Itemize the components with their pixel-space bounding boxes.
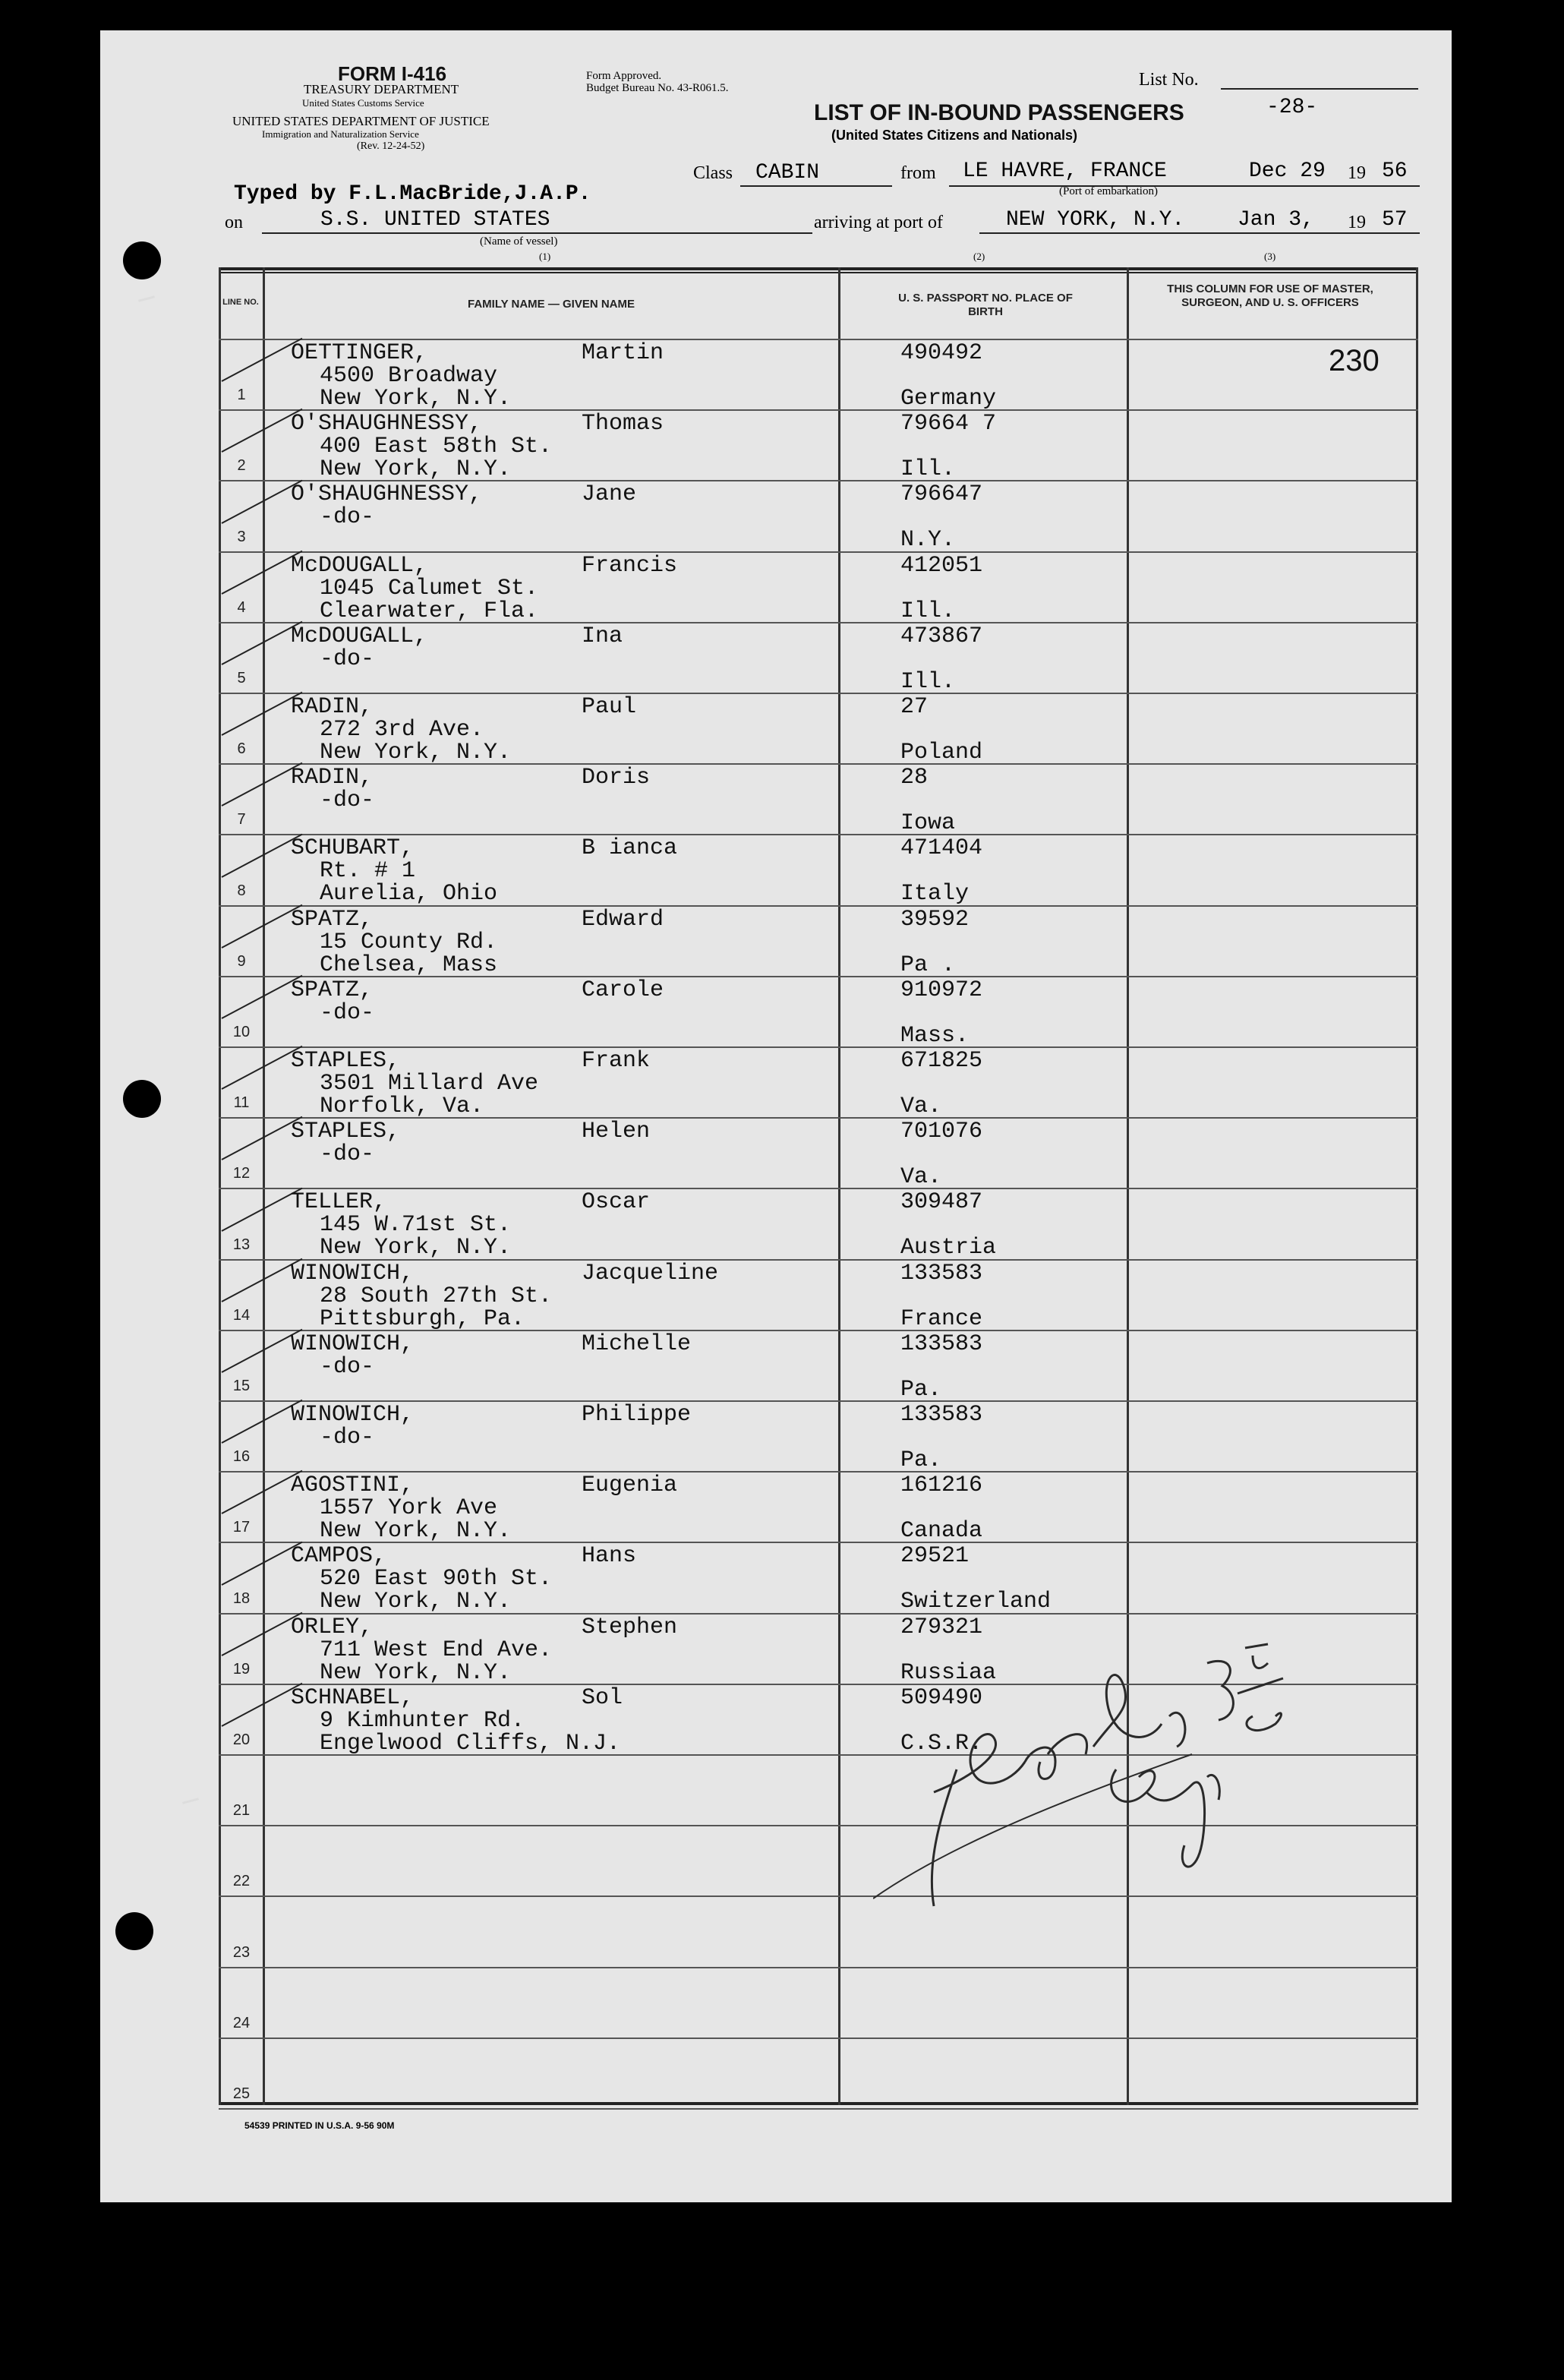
table-right-border (1416, 267, 1418, 2105)
family-name: SPATZ, (291, 977, 374, 1003)
address-line-1: 272 3rd Ave. (320, 717, 484, 743)
from-label: from (900, 163, 936, 183)
address-line-1: -do- (320, 999, 375, 1026)
from-value: LE HAVRE, FRANCE (963, 159, 1167, 183)
signature (873, 1602, 1298, 1921)
row-divider (219, 1188, 1418, 1189)
passport-number: 279321 (900, 1614, 983, 1640)
passport-number: 473867 (900, 623, 983, 649)
place-of-birth: Poland (900, 740, 983, 765)
address-line-1: 28 South 27th St. (320, 1283, 553, 1309)
list-title: LIST OF IN-BOUND PASSENGERS (814, 100, 1184, 125)
family-name: RADIN, (291, 694, 374, 720)
address-line-2: New York, N.Y. (320, 1235, 512, 1261)
typed-by: Typed by F.L.MacBride,J.A.P. (234, 182, 591, 206)
address-line-2: Norfolk, Va. (320, 1094, 484, 1119)
address-line-2: Engelwood Cliffs, N.J. (320, 1730, 621, 1757)
line-number: 8 (237, 882, 246, 899)
address-line-1: 1557 York Ave (320, 1495, 498, 1522)
table-top-border (219, 267, 1418, 270)
given-name: Thomas (582, 411, 664, 437)
address-line-2: New York, N.Y. (320, 1589, 512, 1615)
given-name: Francis (582, 552, 678, 579)
family-name: WINOWICH, (291, 1330, 415, 1357)
line-number: 25 (232, 2085, 251, 2102)
line-number: 15 (232, 1378, 251, 1394)
departure-year: 56 (1382, 159, 1408, 183)
place-of-birth: Germany (900, 386, 997, 412)
address-line-1: -do- (320, 1425, 375, 1450)
place-of-birth: C.S.R. (900, 1730, 983, 1757)
arrival-date: Jan 3, (1238, 208, 1314, 232)
address-line-1: 400 East 58th St. (320, 434, 553, 460)
given-name: Doris (582, 765, 651, 791)
class-label: Class (693, 163, 733, 183)
given-name: Carole (582, 977, 664, 1003)
departure-year-prefix: 19 (1348, 163, 1366, 183)
place-of-birth: Austria (900, 1235, 997, 1261)
line-number: 13 (232, 1236, 251, 1253)
passport-number: 412051 (900, 552, 983, 579)
family-name: SPATZ, (291, 906, 374, 933)
punch-hole (123, 241, 161, 279)
given-name: Frank (582, 1048, 651, 1074)
address-line-2: New York, N.Y. (320, 1518, 512, 1545)
line-number: 4 (237, 598, 246, 616)
given-name: Paul (582, 694, 637, 720)
immigration-service: Immigration and Naturalization Service (262, 128, 419, 140)
justice-department: UNITED STATES DEPARTMENT OF JUSTICE (232, 114, 490, 128)
place-of-birth: Switzerland (900, 1589, 1052, 1615)
place-of-birth: Ill. (900, 668, 956, 695)
address-line-1: 1045 Calumet St. (320, 575, 539, 601)
vessel-underline (262, 232, 812, 234)
line-number: 18 (232, 1589, 251, 1607)
given-name: Michelle (582, 1330, 692, 1357)
footer-print-code: 54539 PRINTED IN U.S.A. 9-56 90M (244, 2120, 395, 2131)
arrival-year: 57 (1382, 208, 1408, 232)
passport-number: 471404 (900, 835, 983, 862)
line-number: 19 (232, 1660, 251, 1678)
header-passport: U. S. PASSPORT NO. PLACE OF BIRTH (898, 292, 1073, 318)
line-number: 17 (232, 1519, 251, 1536)
address-line-1: -do- (320, 1141, 375, 1168)
address-line-1: 145 W.71st St. (320, 1212, 512, 1239)
line-number: 12 (232, 1165, 251, 1182)
table-bottom-border (219, 2102, 1418, 2105)
arrival-port: NEW YORK, N.Y. (1006, 208, 1185, 232)
row-divider (219, 2108, 1418, 2110)
passport-number: 79664 7 (900, 411, 997, 437)
family-name: McDOUGALL, (291, 552, 428, 579)
place-of-birth: Pa. (900, 1376, 942, 1403)
family-name: SCHNABEL, (291, 1684, 415, 1711)
given-name: Edward (582, 906, 664, 933)
address-line-1: 4500 Broadway (320, 363, 498, 389)
vessel-caption: (Name of vessel) (480, 235, 558, 248)
list-no-underline (1221, 88, 1418, 90)
passport-number: 27 (900, 694, 929, 720)
family-name: McDOUGALL, (291, 623, 428, 649)
col3-marker: (3) (1264, 251, 1276, 262)
address-line-2: Chelsea, Mass (320, 952, 498, 978)
col-divider-passport (838, 267, 840, 2105)
family-name: CAMPOS, (291, 1543, 387, 1570)
line-number: 10 (232, 1024, 251, 1040)
departure-date: Dec 29 (1249, 159, 1326, 183)
passport-number: 29521 (900, 1543, 970, 1570)
family-name: TELLER, (291, 1189, 387, 1216)
line-number: 11 (233, 1094, 250, 1112)
family-name: OETTINGER, (291, 340, 428, 366)
place-of-birth: Pa . (900, 952, 956, 978)
line-number: 6 (237, 740, 246, 758)
passport-number: 133583 (900, 1260, 983, 1286)
address-line-1: -do- (320, 504, 375, 531)
given-name: B ianca (582, 835, 678, 862)
approval-line2: Budget Bureau No. 43-R061.5. (586, 82, 729, 94)
given-name: Jacqueline (582, 1260, 719, 1286)
passport-number: 509490 (900, 1684, 983, 1711)
arrival-year-prefix: 19 (1348, 213, 1366, 232)
given-name: Jane (582, 481, 637, 508)
line-number: 7 (237, 811, 246, 829)
given-name: Eugenia (582, 1473, 678, 1499)
passport-number: 133583 (900, 1402, 983, 1428)
address-line-2: New York, N.Y. (320, 1659, 512, 1686)
list-no-value: -28- (1266, 96, 1318, 119)
row-divider (219, 2038, 1418, 2039)
line-number: 24 (232, 2014, 251, 2031)
address-line-2: New York, N.Y. (320, 456, 512, 483)
place-of-birth: Va. (900, 1164, 942, 1191)
col2-marker: (2) (973, 251, 985, 262)
form-revision: (Rev. 12-24-52) (357, 140, 425, 152)
arriving-label: arriving at port of (814, 213, 943, 232)
place-of-birth: Italy (900, 881, 970, 907)
punch-hole (115, 1912, 153, 1950)
header-line-no: LINE NO. (222, 298, 259, 307)
given-name: Martin (582, 340, 664, 366)
punch-hole (123, 1080, 161, 1118)
treasury-department: TREASURY DEPARTMENT (304, 82, 459, 96)
form-number: FORM I-416 (338, 62, 447, 85)
from-underline (949, 185, 1420, 187)
passport-number: 28 (900, 765, 929, 791)
col1-marker: (1) (539, 251, 551, 262)
line-number: 5 (237, 670, 246, 687)
family-name: SCHUBART, (291, 835, 415, 862)
family-name: WINOWICH, (291, 1260, 415, 1286)
family-name: O'SHAUGHNESSY, (291, 481, 483, 508)
given-name: Hans (582, 1543, 637, 1570)
address-line-1: 520 East 90th St. (320, 1566, 553, 1592)
place-of-birth: Mass. (900, 1022, 970, 1049)
list-no-label: List No. (1139, 70, 1199, 90)
given-name: Ina (582, 623, 623, 649)
line-number: 22 (232, 1873, 251, 1890)
given-name: Oscar (582, 1189, 651, 1216)
family-name: STAPLES, (291, 1048, 401, 1074)
address-line-2: New York, N.Y. (320, 740, 512, 765)
given-name: Helen (582, 1119, 651, 1145)
line-number: 2 (237, 457, 246, 475)
family-name: WINOWICH, (291, 1402, 415, 1428)
line-number: 3 (237, 528, 246, 545)
port-embarkation-caption: (Port of embarkation) (1059, 185, 1158, 197)
passport-number: 39592 (900, 906, 970, 933)
passport-number: 490492 (900, 340, 983, 366)
given-name: Sol (582, 1684, 623, 1711)
family-name: RADIN, (291, 765, 374, 791)
approval-line1: Form Approved. (586, 70, 662, 82)
given-name: Stephen (582, 1614, 678, 1640)
header-officers: THIS COLUMN FOR USE OF MASTER, SURGEON, AND U. S. OFFICERS (1167, 283, 1373, 309)
address-line-1: 711 West End Ave. (320, 1637, 553, 1663)
address-line-1: -do- (320, 788, 375, 814)
customs-service: United States Customs Service (302, 97, 424, 109)
address-line-1: -do- (320, 1353, 375, 1380)
line-number: 9 (237, 952, 246, 970)
vessel-name: S.S. UNITED STATES (320, 208, 550, 232)
line-number: 21 (232, 1802, 251, 1820)
place-of-birth: Iowa (900, 810, 956, 837)
line-number: 20 (232, 1731, 251, 1748)
table-top-border-2 (219, 272, 1418, 273)
family-name: O'SHAUGHNESSY, (291, 411, 483, 437)
family-name: STAPLES, (291, 1119, 401, 1145)
given-name: Philippe (582, 1402, 692, 1428)
list-subtitle: (United States Citizens and Nationals) (831, 128, 1078, 143)
place-of-birth: Ill. (900, 598, 956, 624)
class-underline (740, 185, 892, 187)
family-name: AGOSTINI, (291, 1473, 415, 1499)
place-of-birth: Ill. (900, 456, 956, 483)
passport-number: 309487 (900, 1189, 983, 1216)
address-line-2: Clearwater, Fla. (320, 598, 539, 624)
address-line-1: 3501 Millard Ave (320, 1071, 539, 1097)
place-of-birth: France (900, 1305, 983, 1332)
line-number: 14 (232, 1306, 251, 1324)
place-of-birth: Va. (900, 1094, 942, 1119)
passport-number: 161216 (900, 1473, 983, 1499)
place-of-birth: Canada (900, 1518, 983, 1545)
passport-number: 910972 (900, 977, 983, 1003)
row-divider (219, 693, 1418, 694)
address-line-2: Pittsburgh, Pa. (320, 1305, 525, 1332)
place-of-birth: Russiaa (900, 1659, 997, 1686)
passport-number: 671825 (900, 1048, 983, 1074)
col-divider-lineno (263, 267, 265, 2105)
class-value: CABIN (755, 161, 820, 185)
passport-number: 133583 (900, 1330, 983, 1357)
address-line-1: -do- (320, 646, 375, 672)
table-left-border (219, 267, 221, 2105)
line-number: 23 (232, 1943, 251, 1961)
address-line-2: New York, N.Y. (320, 386, 512, 412)
header-name: FAMILY NAME — GIVEN NAME (467, 298, 635, 311)
passport-number: 701076 (900, 1119, 983, 1145)
place-of-birth: N.Y. (900, 527, 956, 554)
passport-number: 796647 (900, 481, 983, 508)
place-of-birth: Pa. (900, 1447, 942, 1473)
officer-note: 230 (1329, 344, 1380, 377)
on-label: on (225, 213, 243, 232)
row-divider (219, 1967, 1418, 1968)
line-number: 16 (232, 1448, 251, 1466)
address-line-1: 15 County Rd. (320, 929, 498, 955)
line-number: 1 (237, 387, 246, 404)
address-line-1: Rt. # 1 (320, 858, 416, 885)
address-line-2: Aurelia, Ohio (320, 881, 498, 907)
address-line-1: 9 Kimhunter Rd. (320, 1707, 525, 1734)
family-name: ORLEY, (291, 1614, 374, 1640)
